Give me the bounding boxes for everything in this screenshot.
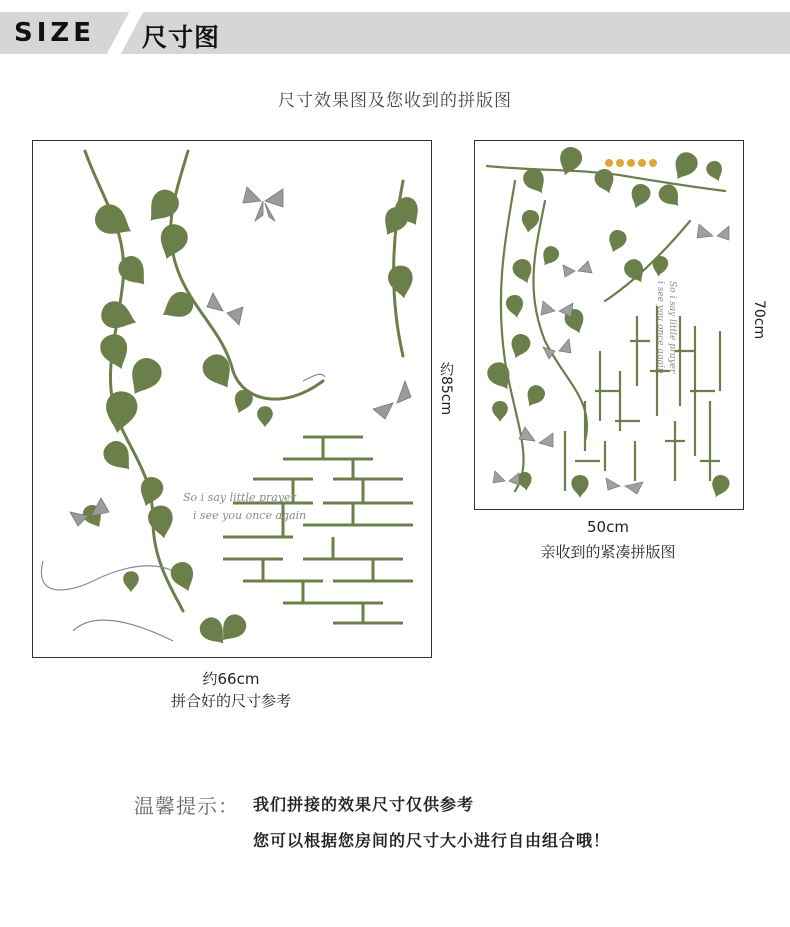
size-label: SIZE xyxy=(14,18,96,48)
header-divider xyxy=(107,12,143,54)
script-text-line2: i see you once again xyxy=(193,509,307,522)
tips-line-1: 我们拼接的效果尺寸仅供参考 xyxy=(253,795,475,814)
tips-line-2: 您可以根据您房间的尺寸大小进行自由组合哦！ xyxy=(253,831,611,850)
page-subtitle: 尺寸效果图及您收到的拼版图 xyxy=(278,91,512,111)
assembled-caption: 拼合好的尺寸参考 xyxy=(170,692,291,710)
sticker-dots xyxy=(605,159,657,167)
section-header xyxy=(0,12,790,54)
sheet-width-label: 50cm xyxy=(587,518,629,536)
sheet-script-line2: i see you once again xyxy=(655,281,665,374)
sheet-height-label: 70cm xyxy=(751,300,767,340)
vine-wall-illustration xyxy=(33,141,431,657)
brick-segments xyxy=(565,306,720,491)
script-text-line1: So i say little prayer xyxy=(183,491,296,504)
assembled-preview xyxy=(32,140,432,658)
sheet-preview xyxy=(474,140,744,510)
header-title: 尺寸图 xyxy=(142,23,221,52)
assembled-height-label: 约85cm xyxy=(438,362,454,416)
sheet-caption: 亲收到的紧凑拼版图 xyxy=(540,543,676,561)
sheet-script-line1: So i say little prayer xyxy=(667,281,677,374)
brick-wall xyxy=(223,437,413,623)
compact-sheet-illustration xyxy=(475,141,743,509)
assembled-width-label: 约66cm xyxy=(202,670,260,688)
tips-label: 温馨提示： xyxy=(134,794,239,818)
